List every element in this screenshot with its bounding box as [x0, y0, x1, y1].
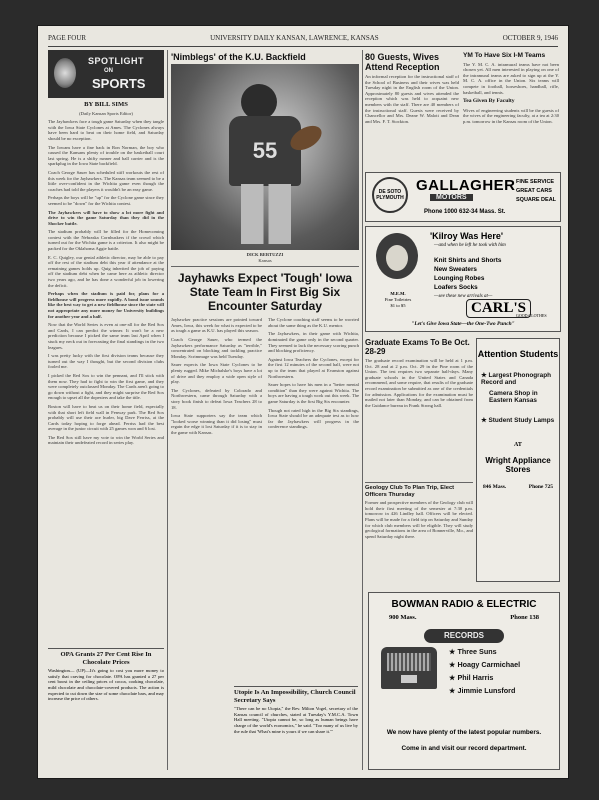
radio-dial-icon: [401, 675, 417, 683]
story-paragraph: Coach George Sauer, who termed the Jayhawkers performance Saturday as "terrible," concentrated on blocking and tackling practice Monday. Scrimmage was held Tuesday.: [171, 336, 262, 359]
column-paragraph: E. C. Quigley, our genial athletic director, may be able to pay off the rest of the stadium debt this year if attendance at the remaining games holds up. Quig inherited the job of paying off the stadium debt when he came here as athletic director two years ago, and he has done a wonderful job in lowering the deficit.: [48, 254, 164, 288]
divider: [171, 266, 359, 267]
carls-tagline: "Let's Give Iowa State—the One-Two Punch": [411, 321, 515, 327]
bowman-footer-2: Come in and visit our record department.: [401, 745, 527, 752]
kilroy-headline: 'Kilroy Was Here': [430, 231, 503, 241]
column-paragraph: The Red Sox still have my vote to win the World Series and maintain their undefeated record in series play.: [48, 434, 164, 446]
column-football: [171, 50, 359, 770]
photo-caption-sub: Kansas: [258, 257, 272, 263]
radio-speaker-icon: [387, 653, 431, 671]
guests-body: An informal reception for the instructional staff of the School of Business and their wives was held Tuesday night in the English room of the Union. Approximately 80 guests and wives attended the reception which was held to acquaint new members with the staff. There are 40 members of the instructional staff. Guests were received by Chancellor and Mrs. Deane W. Malott and Dean and Mrs. F. T. Stockton.: [365, 74, 459, 124]
spotlight-line2: ON: [104, 68, 113, 74]
byline-title: (Daily Kansan Sports Editor): [79, 110, 133, 116]
bowman-artist: [449, 660, 520, 669]
opa-headline: OPA Grants 27 Per Cent Rise In Chocolate Prices: [60, 651, 152, 666]
geology-body: Former and prospective members of the Geology club will hold their first meeting of the semester at 7:30 p.m. tomorrow in 426 Lindley hall. Officers will be elected. Plans will be made for a field trip on Saturday and Sunday for which club members will be eligible. They will study geological formations in the area of Bonnerville, Mo., and spend Saturday night there.: [365, 500, 473, 539]
bowman-footer-1: We now have plenty of the latest popular numbers.: [386, 729, 542, 736]
bowman-artist-list: [449, 647, 520, 699]
wright-bullet: [481, 371, 555, 386]
story-paragraph: Iowa State supporters say the team which "looked worse winning than it did losing" must regain the edge it lost Saturday if it is to stay in the game with Kansas.: [171, 413, 262, 435]
column-ym: [463, 50, 559, 170]
star-icon: ★: [449, 673, 458, 682]
column-geology: [365, 482, 473, 583]
wright-at: AT: [514, 442, 522, 448]
mem-label: M.E.M.: [390, 291, 406, 296]
wright-bullet: [481, 416, 555, 424]
ym-body: The Y. M. C. A. intramural teams have not been chosen yet. All men interested in playing on one of the intramural teams are asked to sign up at the Y. M. C. A. office in the Union. Six teams will compete in football, horseshoes, handball, rifle, basketball, and tennis.: [463, 61, 559, 95]
wright-appliance-stores-ad: [368, 390, 369, 391]
carls-item: Lounging Robes: [434, 275, 485, 282]
gallagher-phone: Phone 1000 632-34 Mass. St.: [424, 209, 506, 215]
story-paragraph: The Cyclone coaching staff seems to be worried about the same thing as the K.U. mentor.: [268, 317, 359, 328]
carls-more: —see these new arrivals at—: [434, 294, 493, 299]
star-icon: ★: [481, 372, 489, 379]
kilroy-face-icon: [386, 245, 408, 271]
carls-logo: CARL'S: [466, 299, 531, 318]
photo-title: 'Nimblegs' of the K.U. Backfield: [171, 52, 306, 62]
wright-bullet-text: Student Study Lamps: [488, 417, 555, 424]
player-jersey: 55: [229, 116, 301, 186]
column-paragraph: The Iowans have a fine back in Ron Norman, the boy who caused the Kansans plenty of trouble on the basketball court last spring. He is a shifty runner and ball carrier and is the sparkplug in the Iowa State backfield.: [48, 144, 164, 167]
wright-phone: Phone 725: [528, 484, 553, 490]
column-paragraph: The stadium probably will be filled for the Homecoming contest with the Nebraska Cornhuskers if the crowd which turned out for the Wichita game is a criterion. It also might be packed for the Oklahoma Aggie battle.: [48, 229, 164, 252]
exams-body: The graduate record examination will be held at 1 p.m. Oct. 28 and at 2 p.m. Oct. 29 in the Pine room of the Union. The test requires two separate half-days. Many graduate schools in the United States and Canada recommend, and some require, that results of the graduate record examination be submitted as one of the credentials for admission. Applications for the examination must be mailed not later than Monday, and can be obtained from the Guidance bureau in Frank Strong hall.: [365, 358, 473, 408]
geology-headline: Geology Club To Plan Trip, Elect Officers Thursday: [365, 485, 455, 498]
utopie-headline: Utopie Is An Impossibility, Church Council Secretary Says: [234, 689, 356, 704]
star-icon: ★: [449, 660, 458, 669]
column-paragraph: Now that the World Series is even at one-all for the Red Sox and Cards, I can predict the winner. It won't be a new prediction because I picked the same team last April when I stuck my neck out in forecasting the final standings in the two leagues.: [48, 322, 164, 350]
seal-text: DE SOTO PLYMOUTH: [376, 189, 404, 201]
ym-headline: YM To Have Six I-M Teams: [463, 52, 546, 59]
appliance-ad: [368, 392, 369, 393]
artist-name: Three Suns: [457, 647, 497, 656]
page-number: PAGE FOUR: [48, 34, 87, 42]
artist-name: Hoagy Carmichael: [457, 660, 521, 669]
column-paragraph: The Jayhawkers will have to show a lot more fight and drive to win the game Saturday than they did in the Shocker battle.: [48, 209, 164, 226]
carls-item: Loafers Socks: [434, 284, 478, 291]
gallagher-brand: GALLAGHER: [416, 177, 516, 194]
carls-item: Knit Shirts and Shorts: [434, 257, 502, 264]
guests-headline: 80 Guests, Wives Attend Reception: [365, 52, 440, 72]
utopie-body: "There can be no Utopia," the Rev. Milton Vogel, secretary of the Kansas council of churches, stated at Tuesday's Y.M.C.A. Town Hall meeting. "Utopia cannot be, so long as human beings have charge of the world's economics," he said. "Too many of us live by the rule that 'What's mine is yours if we can share it.'": [234, 706, 358, 734]
tea-headline: Tea Given By Faculty: [463, 98, 515, 105]
page-header: [48, 34, 558, 47]
bowman-contact: [369, 614, 559, 621]
artist-name: Phil Harris: [457, 673, 494, 682]
opa-story: [48, 648, 164, 769]
story-paragraph: Sauer expects the Iowa State Cyclones to be plenty rugged. Mike Michalske's boys have a lot of drive and they employ a wide open style of play.: [171, 362, 262, 385]
bowman-artist: [449, 673, 520, 682]
wright-advertisement-block: [476, 338, 560, 582]
wright-bullet-cont: Camera Shop in Eastern Kansas: [489, 390, 538, 404]
exams-headline: Graduate Exams To Be Oct. 28-29: [365, 338, 470, 356]
column-exams: [365, 336, 473, 478]
carls-subline: —and when he left he took with him: [434, 243, 506, 248]
desoto-plymouth-seal: [372, 177, 408, 213]
story-paragraph: The Cyclones, defeated by Colorado and Northwestern, came through Saturday with a story book finish to defeat Iowa Teachers 28 to 18.: [171, 387, 262, 410]
wright-stores-ad: [368, 388, 369, 389]
toiletries-label: Fine Toiletries: [384, 297, 412, 302]
football-player-photo: [171, 64, 359, 250]
opa-body: Washington— (UP)—It's going to cost you more money to satisfy that craving for chocolate. OPA has granted a 27 per cent boost in the ceiling prices of cocoa, cooking chocolate, mild chocolate and chocolate-covered products. The action is expected to cut down the size of some chocolate bars, and may increase the price of others.: [48, 668, 164, 702]
wright-name: Wright Appliance Stores: [485, 456, 551, 474]
carls-item: New Sweaters: [434, 266, 477, 273]
gallagher-tagline-3: SQUARE DEAL: [516, 197, 557, 203]
newspaper-page: [38, 26, 568, 778]
artist-name: Jimmie Lunsford: [457, 686, 516, 695]
gallagher-tagline-1: FINE SERVICE: [516, 179, 555, 185]
byline: BY BILL SIMS: [84, 101, 128, 108]
story-paragraph: Though not rated high in the Big Six standings, Iowa State should be an adequate test as to how far the Jayhawkers will progress in the conference standings.: [268, 407, 359, 430]
radio-illustration: [381, 647, 437, 689]
bowman-radio-ad: [368, 592, 560, 770]
bowman-address: 900 Mass.: [389, 614, 417, 621]
wright-bullet-text: Largest Phonograph Record and: [481, 372, 552, 386]
masthead: UNIVERSITY DAILY KANSAN, LAWRENCE, KANSAS: [210, 34, 379, 42]
page-date: OCTOBER 9, 1946: [502, 34, 558, 42]
gallagher-tagline-2: GREAT CARS: [516, 188, 552, 194]
lead-headline: Jayhawks Expect 'Tough' Iowa State Team In First Big Six Encounter Saturday: [177, 271, 353, 314]
wright-contact: [477, 484, 559, 490]
column-paragraph: Perhaps the boys will be "up" for the Cyclone game since they seemed to be "down" for the Wichita contest.: [48, 195, 164, 206]
wright-address: 846 Mass.: [483, 484, 507, 490]
bowman-phone: Phone 138: [510, 614, 539, 621]
story-paragraph: Jayhawker practice sessions are pointed toward Ames, Iowa, this week for what is expected to be as tough a game as K.U. has played this season.: [171, 317, 262, 334]
column-guests: [365, 50, 459, 170]
records-banner: [424, 629, 504, 643]
star-icon: ★: [481, 417, 489, 424]
gallagher-motors-ad: [365, 172, 561, 222]
player-helmet: [241, 84, 277, 120]
spotlight-logo: [48, 50, 164, 98]
column-rule: [362, 50, 363, 770]
carls-clothes-ad: [365, 226, 561, 332]
toiletries-price: $1 to $5: [390, 303, 406, 308]
spotlight-line1: SPOTLIGHT: [88, 56, 144, 66]
lead-story-body: [171, 317, 359, 435]
tea-body: Wives of engineering students will be the guests of the wives of the engineering faculty, at a tea at 2:30 p.m. tomorrow in the Kansas room of the Union.: [463, 107, 559, 124]
column-paragraph: I picked the Red Sox to win the pennant, and I'll stick with them now. They had to fight to win the first game, and they were completely outclassed Monday. The Cards aren't going to go down without a fight, and they might surprise the Red Sox enough to upset all the dopesters and take the title.: [48, 372, 164, 401]
utopie-story: [234, 686, 358, 771]
column-paragraph: Boston will have to beat us on their home field, especially with that short left field wall in Fenway park. The Red Sox probably will use their ace hurler, big Dave Ferriss, at the Cards today hoping to forge ahead. Ferriss had the best average in the junior circuit with 25 games won and 6 lost.: [48, 403, 164, 432]
column-paragraph: I was pretty lucky with the first division teams because they turned out the way I thought, but the second division clubs fooled me.: [48, 353, 164, 370]
bowman-artist: [449, 686, 520, 695]
column-rule: [167, 50, 168, 770]
story-paragraph: The Jayhawkers, in their game with Wichita, dominated the game only in the second quarter. They seemed to lack the necessary scoring punch and blocking proficiency.: [268, 331, 359, 354]
photo-caption-name: DICK BERTUZZI: [246, 252, 284, 257]
gallagher-motors-label: MOTORS: [430, 194, 473, 201]
story-paragraph: Against Iowa Teachers the Cyclones, except for the first 12 minutes of the second half, were not up to the team that played at Evanston against Northwestern.: [268, 356, 359, 379]
bowman-artist: [449, 647, 520, 656]
column-paragraph: Perhaps when the stadium is paid for, plans for a fieldhouse will progress more rapidly. A bond issue sounds like the best way to get a new fieldhouse since the state will not appropriate any more money for University buildings for another year and a half.: [48, 291, 164, 319]
story-paragraph: Sauer hopes to have his men in a "better mental condition" than they were against Wichita. The boys are having a tough work out this week. The game Saturday is the first Big Six encounter.: [268, 382, 359, 404]
spotlight-lamp-icon: [54, 58, 76, 88]
column-paragraph: The Jayhawkers face a tough game Saturday when they tangle with the Iowa State Cyclones at Ames. The Cyclones always have been hard to beat on their home field, and Saturday should be no exception.: [48, 119, 164, 141]
star-icon: ★: [449, 686, 458, 695]
bowman-name: BOWMAN RADIO & ELECTRIC: [391, 599, 537, 610]
carls-logo-sub: GOOD CLOTHES: [516, 313, 547, 318]
kilroy-illustration: [372, 233, 424, 287]
column-paragraph: Coach George Sauer has scheduled stiff workouts the rest of this week for the Jayhawkers. The Kansas team seemed to be a little over-confident in the Wichita game even though the coaches had told the players it wouldn't be an easy game.: [48, 169, 164, 192]
records-label: RECORDS: [443, 631, 484, 640]
player-legs: [241, 184, 291, 244]
spotlight-line3: SPORTS: [92, 76, 146, 91]
attention-heading: Attention Students: [477, 349, 559, 359]
star-icon: ★: [449, 647, 458, 656]
